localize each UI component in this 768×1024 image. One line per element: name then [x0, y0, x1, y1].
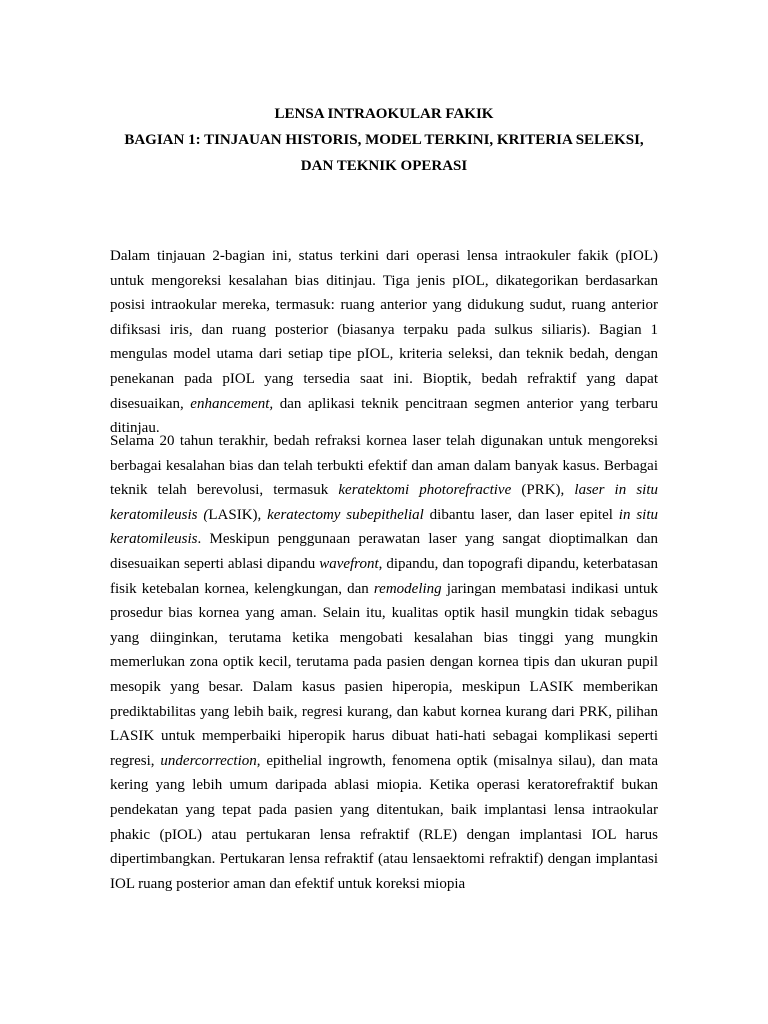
- italic-term: keratektomi photorefractive: [338, 482, 512, 499]
- abstract-paragraph: [110, 244, 658, 441]
- text-run: . Meskipun penggunaan perawatan laser yang sangat dioptimalkan dan disesuaikan seperti ablasi dipandu: [110, 531, 658, 572]
- body-paragraph: [110, 429, 658, 896]
- italic-term: undercorrection: [160, 752, 257, 769]
- text-run: (PRK),: [511, 482, 575, 499]
- text-run: jaringan membatasi indikasi untuk prosedur bias kornea yang aman. Selain itu, kualitas optik hasil mungkin tidak sebagus yang diinginkan, terutama ketika mengobati kesalahan bias tinggi yang mungkin memerlukan zona optik kecil, terutama pada pasien dengan kornea tipis dan ukuran pupil mesopik yang besar. Dalam kasus pasien hiperopia, meskipun LASIK memberikan prediktabilitas yang lebih baik, regresi kurang, dan kabut kornea kurang dari PRK, pilihan LASIK untuk memperbaiki hiperopik harus dibuat hati-hati sebagai komplikasi seperti regresi,: [110, 580, 658, 769]
- italic-term: remodeling: [373, 580, 442, 597]
- title-line-2: BAGIAN 1: TINJAUAN HISTORIS, MODEL TERKINI, KRITERIA SELEKSI,: [124, 132, 644, 148]
- italic-term: keratectomy subepithelial: [267, 506, 424, 523]
- italic-term: in situ keratomileusis: [110, 506, 658, 548]
- paragraph-text: [110, 244, 658, 441]
- title-line-1: LENSA INTRAOKULAR FAKIK: [274, 106, 494, 122]
- text-run: LASIK),: [208, 506, 268, 523]
- italic-term: laser in situ keratomileusis (: [110, 482, 659, 523]
- text-run: dan aplikasi teknik pencitraan segmen anterior yang terbaru ditinjau.: [110, 395, 659, 437]
- text-run: Selama 20 tahun terakhir, bedah refraksi kornea laser telah digunakan untuk mengoreksi berbagai kesalahan bias dan telah terbukti efektif dan aman dalam banyak kasus. Berbagai teknik telah berevolusi, termasuk: [110, 433, 658, 499]
- text-run: , epithelial ingrowth, fenomena optik (misalnya silau), dan mata kering yang lebih umum daripada ablasi miopia. Ketika operasi keratorefraktif bukan pendekatan yang tepat pada pasien yang ditentukan, baik implantasi lensa intraokular phakic (pIOL) atau pertukaran lensa refraktif (RLE) dengan implantasi IOL harus dipertimbangkan. Pertukaran lensa refraktif (atau lensaektomi refraktif) dengan implantasi IOL ruang posterior aman dan efektif untuk koreksi miopia: [110, 752, 658, 892]
- italic-term: enhancement,: [190, 395, 274, 412]
- italic-term: wavefront: [319, 555, 379, 572]
- title-line-3: DAN TEKNIK OPERASI: [300, 158, 468, 174]
- document-title-block: [110, 101, 658, 179]
- text-run: , dipandu, dan topografi dipandu, keterbatasan fisik ketebalan kornea, kelengkungan, dan: [110, 555, 659, 597]
- text-run: dibantu laser, dan laser epitel: [423, 506, 619, 523]
- paragraph-text: [110, 429, 658, 896]
- text-run: Dalam tinjauan 2-bagian ini, status terkini dari operasi lensa intraokuler fakik (pIOL) untuk mengoreksi kesalahan bias ditinjau. Tiga jenis pIOL, dikategorikan berdasarkan posisi intraokular mereka, termasuk: ruang anterior yang didukung sudut, ruang anterior difiksasi iris, dan ruang posterior (biasanya terpaku pada sulkus siliaris). Bagian 1 mengulas model utama dari setiap tipe pIOL, kriteria seleksi, dan teknik bedah, dengan penekanan pada pIOL yang tersedia saat ini. Bioptik, bedah refraktif yang dapat disesuaikan,: [110, 248, 658, 412]
